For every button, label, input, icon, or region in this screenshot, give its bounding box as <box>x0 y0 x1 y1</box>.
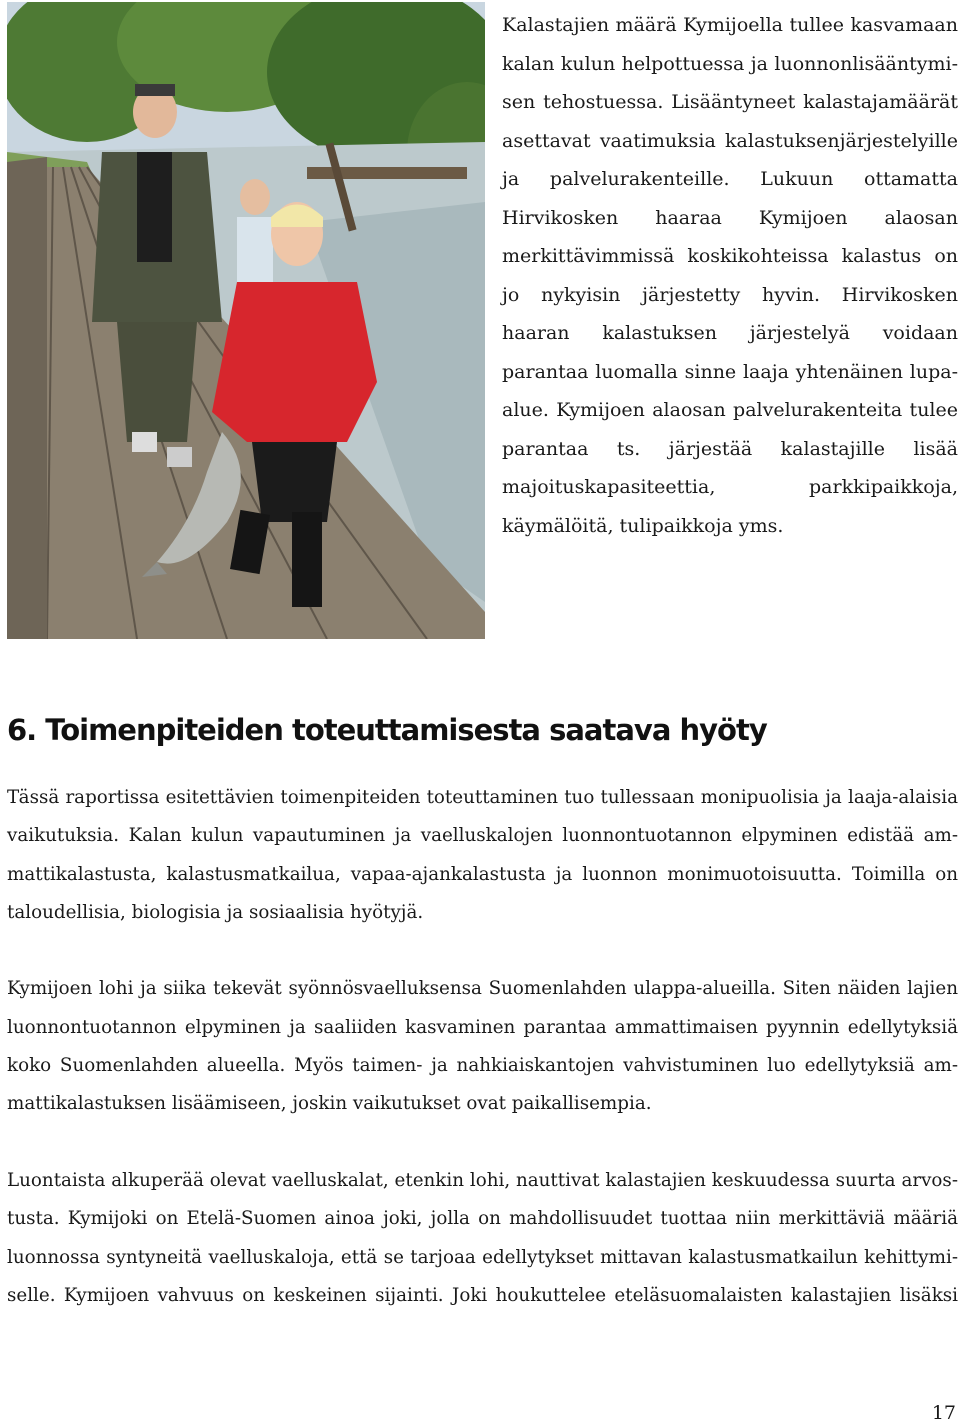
photo-illustration <box>7 2 485 639</box>
photo <box>7 2 485 639</box>
side-paragraph: Kalastajien määrä Kymijoella tullee kasvamaan kalan kulun helpottuessa ja luonnonlisääntymisen tehostuessa. Lisääntyneet kalastajamäärät asettavat vaatimuksia kalastuksenjärjestelyille ja palvelurakenteille. Lukuun ottamatta Hirvikosken haaraa Kymijoen alaosan merkittävimmissä koskikohteissa kalastus on jo nykyisin järjestetty hyvin. Hirvikosken haaran kalastuksen järjestelyä voidaan parantaa luomalla sinne laaja yhtenäinen lupa-alue. Kymijoen alaosan palvelurakenteita tulee parantaa ts. järjestää kalastajille lisää majoituskapasiteettia, parkkipaikkoja, käymälöitä, tulipaikkoja yms. <box>502 14 958 537</box>
page-number: 17 <box>931 1402 956 1424</box>
paragraph: Tässä raportissa esitettävien toimenpiteiden toteuttaminen tuo tullessaan monipuolisia ja laaja-alaisia vaikutuksia. Kalan kulun vapautuminen ja vaelluskalojen luonnontuotannon elpyminen edistää ammattikalastusta, kalastusmatkailua, vapaa-ajankalastusta ja luonnon monimuotoisuutta. Toimilla on taloudellisia, biologisia ja sosiaalisia hyötyjä. <box>7 787 958 923</box>
paragraph: Luontaista alkuperää olevat vaelluskalat, etenkin lohi, nauttivat kalastajien keskuudessa suurta arvostusta. Kymijoki on Etelä-Suomen ainoa joki, jolla on mahdollisuudet tuottaa niin merkittäviä määriä luonnossa syntyneitä vaelluskaloja, että se tarjoaa edellytykset mittavan kalastusmatkailun kehittymiselle. Kymijoen vahvuus on keskeinen sijainti. Joki houkuttelee eteläsuomalaisten kalastajien lisäksi <box>7 1169 958 1306</box>
body-text <box>7 779 958 1315</box>
paragraph: Kymijoen lohi ja siika tekevät syönnösvaelluksensa Suomenlahden ulappa-alueilla. Siten näiden lajien luonnontuotannon elpyminen ja saaliiden kasvaminen parantaa ammattimaisen pyynnin edellytyksiä koko Suomenlahden alueella. Myös taimen- ja nahkiaiskantojen vahvistuminen luo edellytyksiä ammattikalastuksen lisäämiseen, joskin vaikutukset ovat paikallisempia. <box>7 978 958 1115</box>
section-heading: 6. Toimenpiteiden toteuttamisesta saatava hyöty <box>7 713 767 747</box>
side-column-text <box>502 6 958 545</box>
